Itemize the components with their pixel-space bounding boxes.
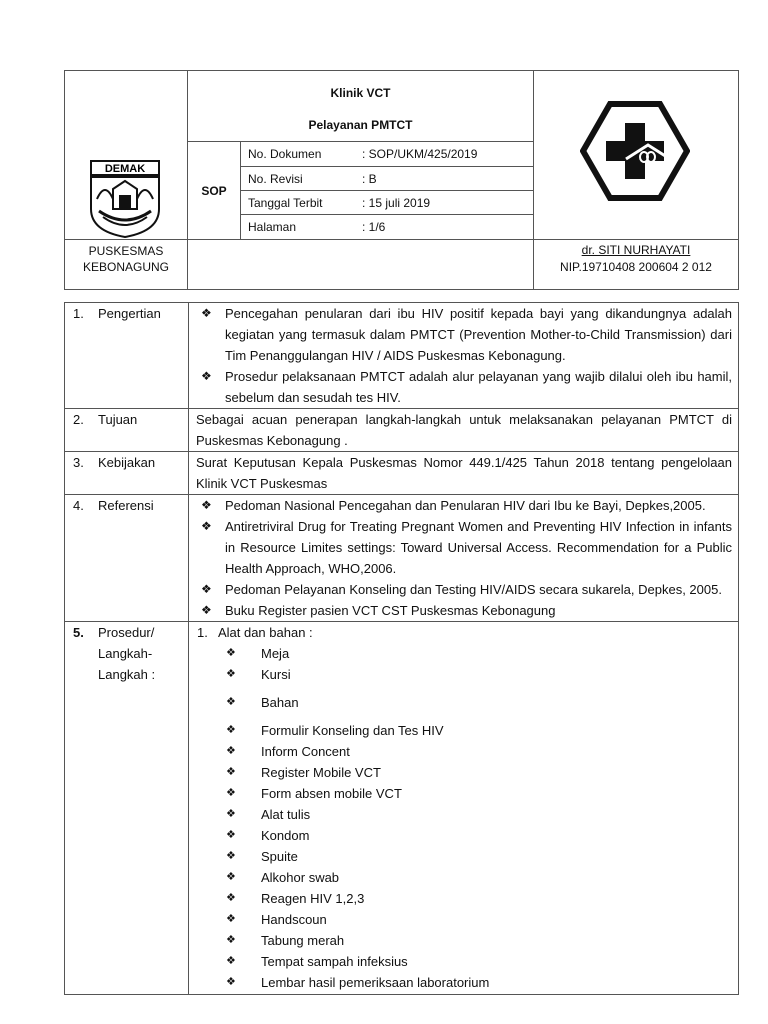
diamond-bullet-icon: ❖	[226, 724, 236, 736]
demak-logo-icon	[85, 159, 165, 239]
title-cell	[188, 71, 534, 142]
logo-text: DEMAK	[104, 163, 146, 175]
sop-content-table	[64, 302, 739, 995]
list-item: ❖ Spuite	[196, 846, 732, 867]
list-item: ❖ Formulir Konseling dan Tes HIV	[196, 720, 732, 741]
diamond-bullet-icon: ❖	[226, 871, 236, 883]
diamond-bullet-icon: ❖	[226, 787, 236, 799]
diamond-bullet-icon: ❖	[226, 913, 236, 925]
meta-label: No. Revisi	[241, 166, 358, 190]
diamond-bullet-icon: ❖	[226, 892, 236, 904]
diamond-bullet-icon: ❖	[226, 829, 236, 841]
diamond-bullet-icon: ❖	[226, 955, 236, 967]
header-table	[64, 70, 739, 290]
list-item: ❖ Kondom	[196, 825, 732, 846]
meta-label: No. Dokumen	[241, 142, 358, 166]
list-item: ❖ Alkohor swab	[196, 867, 732, 888]
list-item: ❖ Antiretriviral Drug for Treating Pregnant Women and Preventing HIV Infection in infants in Resource Limites settings: Toward Universal Access. Recommendation for a Public Health Approach, WHO,2006.	[196, 516, 732, 579]
org-name-cell	[65, 240, 188, 290]
meta-label: Halaman	[241, 214, 358, 238]
diamond-bullet-icon: ❖	[226, 745, 236, 757]
puskesmas-logo-icon	[580, 101, 690, 201]
section-content: Surat Keputusan Kepala Puskesmas Nomor 449.1/425 Tahun 2018 tentang pengelolaan Klinik VCT Puskesmas	[189, 452, 739, 495]
section-number: 4.	[65, 495, 99, 622]
meta-table	[241, 142, 533, 238]
section-label: Pengertian	[98, 303, 189, 409]
section-number: 5.	[65, 622, 99, 995]
section-label: Prosedur/ Langkah- Langkah :	[98, 622, 189, 995]
meta-value: : 1/6	[358, 214, 533, 238]
diamond-bullet-icon: ❖	[201, 306, 212, 320]
list-item: ❖ Bahan	[196, 692, 732, 713]
step-title: 1. Alat dan bahan :	[197, 625, 313, 640]
meta-row	[241, 214, 533, 238]
diamond-bullet-icon: ❖	[201, 369, 212, 383]
signer-cell	[534, 240, 739, 290]
diamond-bullet-icon: ❖	[226, 766, 236, 778]
list-item: ❖ Reagen HIV 1,2,3	[196, 888, 732, 909]
diamond-bullet-icon: ❖	[201, 603, 212, 617]
diamond-bullet-icon: ❖	[226, 647, 236, 659]
list-item: ❖ Alat tulis	[196, 804, 732, 825]
meta-row	[241, 166, 533, 190]
list-item: ❖ Buku Register pasien VCT CST Puskesmas Kebonagung	[196, 600, 732, 621]
diamond-bullet-icon: ❖	[226, 696, 236, 708]
meta-value: : SOP/UKM/425/2019	[358, 142, 533, 166]
diamond-bullet-icon: ❖	[226, 976, 236, 988]
section-number: 1.	[65, 303, 99, 409]
section-content	[189, 495, 739, 622]
section-label: Kebijakan	[98, 452, 189, 495]
signer-nip: NIP.19710408 200604 2 012	[560, 260, 712, 274]
list-item: ❖ Pedoman Pelayanan Konseling dan Testing HIV/AIDS secara sukarela, Depkes, 2005.	[196, 579, 732, 600]
section-row	[65, 622, 739, 995]
meta-label: Tanggal Terbit	[241, 190, 358, 214]
list-item: ❖ Tabung merah	[196, 930, 732, 951]
signer-name: dr. SITI NURHAYATI	[581, 243, 691, 257]
list-item: ❖ Handscoun	[196, 909, 732, 930]
list-item: ❖ Pencegahan penularan dari ibu HIV positif kepada bayi yang dikandungnya adalah kegiatan yang termasuk dalam PMTCT (Prevention Mother-to-Child Transmission) dari Tim Penanggulangan HIV / AIDS Puskesmas Kebonagung.	[196, 303, 732, 366]
list-item: ❖ Kursi	[196, 664, 732, 685]
diamond-bullet-icon: ❖	[201, 582, 212, 596]
list-item: ❖ Inform Concent	[196, 741, 732, 762]
list-item: ❖ Tempat sampah infeksius	[196, 951, 732, 972]
doc-title: Klinik VCT	[330, 86, 391, 100]
meta-cell	[241, 142, 534, 240]
diamond-bullet-icon: ❖	[226, 934, 236, 946]
section-row	[65, 452, 739, 495]
diamond-bullet-icon: ❖	[226, 850, 236, 862]
meta-value: : B	[358, 166, 533, 190]
diamond-bullet-icon: ❖	[201, 498, 212, 512]
sop-label: SOP	[188, 142, 241, 240]
list-item: ❖ Register Mobile VCT	[196, 762, 732, 783]
doc-subtitle: Pelayanan PMTCT	[308, 118, 413, 132]
section-content	[189, 303, 739, 409]
list-item: ❖ Lembar hasil pemeriksaan laboratorium	[196, 972, 732, 993]
section-label: Tujuan	[98, 409, 189, 452]
left-logo-cell	[65, 71, 188, 240]
org-line2: KEBONAGUNG	[82, 260, 169, 274]
diamond-bullet-icon: ❖	[226, 808, 236, 820]
list-item: ❖ Pedoman Nasional Pencegahan dan Penularan HIV dari Ibu ke Bayi, Depkes,2005.	[196, 495, 732, 516]
org-line1: PUSKESMAS	[88, 244, 164, 258]
section-number: 2.	[65, 409, 99, 452]
section-row	[65, 303, 739, 409]
meta-value: : 15 juli 2019	[358, 190, 533, 214]
diamond-bullet-icon: ❖	[201, 519, 212, 533]
section-content	[189, 622, 739, 995]
meta-row	[241, 142, 533, 166]
section-row	[65, 409, 739, 452]
diamond-bullet-icon: ❖	[226, 668, 236, 680]
section-row	[65, 495, 739, 622]
list-item: ❖ Meja	[196, 643, 732, 664]
empty-cell	[188, 240, 534, 290]
meta-row	[241, 190, 533, 214]
list-item: ❖ Prosedur pelaksanaan PMTCT adalah alur pelayanan yang wajib dilalui oleh ibu hamil, sebelum dan sesudah tes HIV.	[196, 366, 732, 408]
section-content: Sebagai acuan penerapan langkah-langkah untuk melaksanakan pelayanan PMTCT di Puskesmas Kebonagung .	[189, 409, 739, 452]
section-number: 3.	[65, 452, 99, 495]
right-logo-cell	[534, 71, 739, 240]
list-item: ❖ Form absen mobile VCT	[196, 783, 732, 804]
section-label: Referensi	[98, 495, 189, 622]
